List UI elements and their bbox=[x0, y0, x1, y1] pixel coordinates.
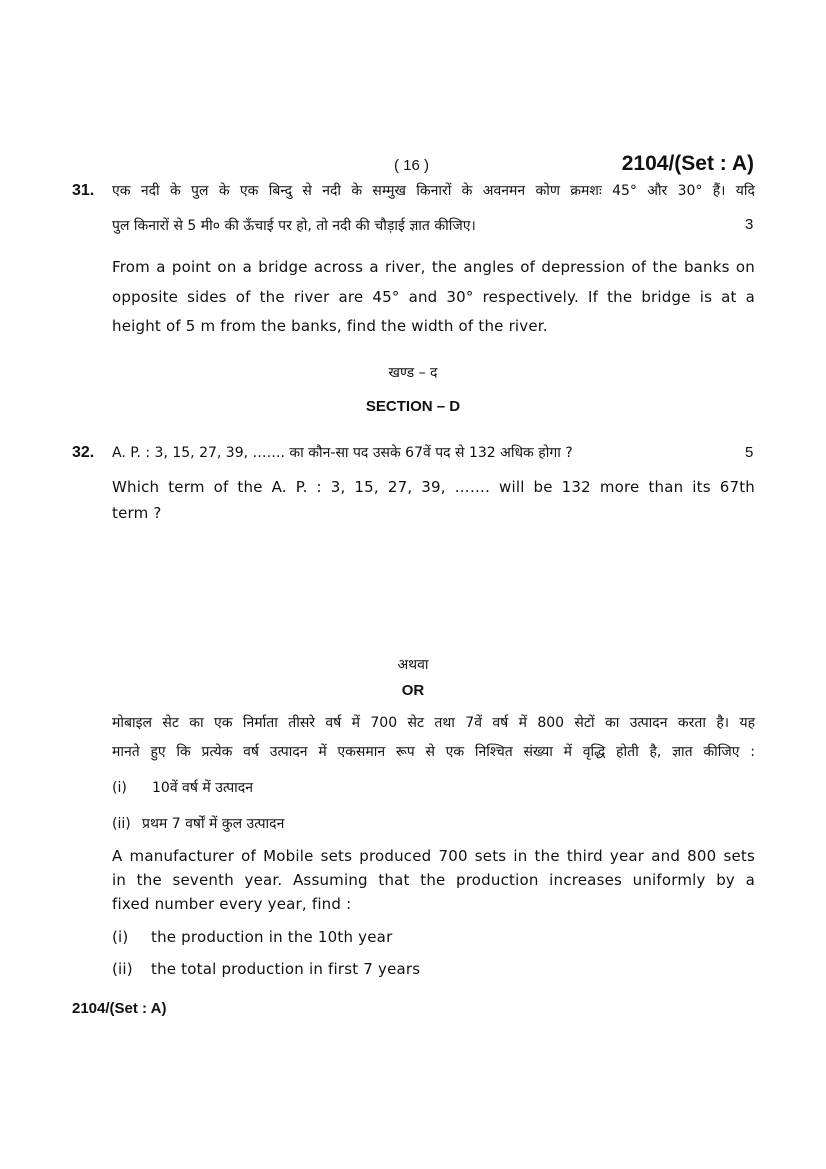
sub-question-label: (i) bbox=[112, 780, 127, 796]
question-english-line: Which term of the A. P. : 3, 15, 27, 39, ……. will be 132 more than its 67th bbox=[112, 478, 755, 496]
question-english-line: opposite sides of the river are 45° and 30° respectively. If the bridge is at a bbox=[112, 288, 755, 306]
question-marks: 3 bbox=[745, 216, 754, 233]
question-number: 32. bbox=[72, 444, 95, 461]
question-english-line: term ? bbox=[112, 504, 162, 522]
question-hindi-line: पुल किनारों से 5 मी० की ऊँचाई पर हो, तो नदी की चौड़ाई ज्ञात कीजिए। bbox=[112, 218, 476, 234]
question-english-line: A manufacturer of Mobile sets produced 700 sets in the third year and 800 sets bbox=[112, 847, 755, 865]
sub-question-label: (ii) bbox=[112, 960, 133, 978]
question-english-line: height of 5 m from the banks, find the width of the river. bbox=[112, 317, 548, 335]
question-english-line: From a point on a bridge across a river, the angles of depression of the banks on bbox=[112, 258, 755, 276]
paper-code-header: 2104/(Set : A) bbox=[621, 152, 754, 175]
sub-question-label: (ii) bbox=[112, 816, 131, 832]
page-number: ( 16 ) bbox=[394, 157, 430, 174]
sub-question-hindi bbox=[112, 778, 253, 798]
question-hindi-line: A. P. : 3, 15, 27, 39, ……. का कौन-सा पद उसके 67वें पद से 132 अधिक होगा ? bbox=[112, 445, 573, 461]
sub-question-label: (i) bbox=[112, 928, 129, 946]
section-heading-english: SECTION – D bbox=[365, 398, 461, 415]
question-english-line: fixed number every year, find : bbox=[112, 895, 352, 913]
or-heading-english: OR bbox=[401, 682, 425, 699]
sub-question-text: 10वें वर्ष में उत्पादन bbox=[152, 780, 254, 796]
sub-question-hindi bbox=[112, 814, 284, 834]
section-heading-hindi: खण्ड – द bbox=[388, 365, 438, 381]
sub-question-text: the total production in first 7 years bbox=[151, 960, 421, 978]
sub-question-english bbox=[112, 959, 420, 979]
sub-question-text: प्रथम 7 वर्षों में कुल उत्पादन bbox=[142, 816, 285, 832]
question-hindi-line: मोबाइल सेट का एक निर्माता तीसरे वर्ष में 700 सेट तथा 7वें वर्ष में 800 सेटों का उत्पादन करता है। यह bbox=[112, 715, 755, 731]
or-heading-hindi: अथवा bbox=[397, 657, 429, 673]
sub-question-english bbox=[112, 927, 392, 947]
question-english-line: in the seventh year. Assuming that the production increases uniformly by a bbox=[112, 871, 755, 889]
question-number: 31. bbox=[72, 182, 95, 199]
question-marks: 5 bbox=[745, 444, 754, 461]
question-hindi-line: एक नदी के पुल के एक बिन्दु से नदी के सम्मुख किनारों के अवनमन कोण क्रमशः 45° और 30° हैं। यदि bbox=[112, 183, 755, 199]
question-hindi-line: मानते हुए कि प्रत्येक वर्ष उत्पादन में एकसमान रूप से एक निश्चित संख्या में वृद्धि होती है, ज्ञात कीजिए : bbox=[112, 744, 755, 760]
sub-question-text: the production in the 10th year bbox=[151, 928, 393, 946]
paper-code-footer: 2104/(Set : A) bbox=[72, 1000, 167, 1017]
